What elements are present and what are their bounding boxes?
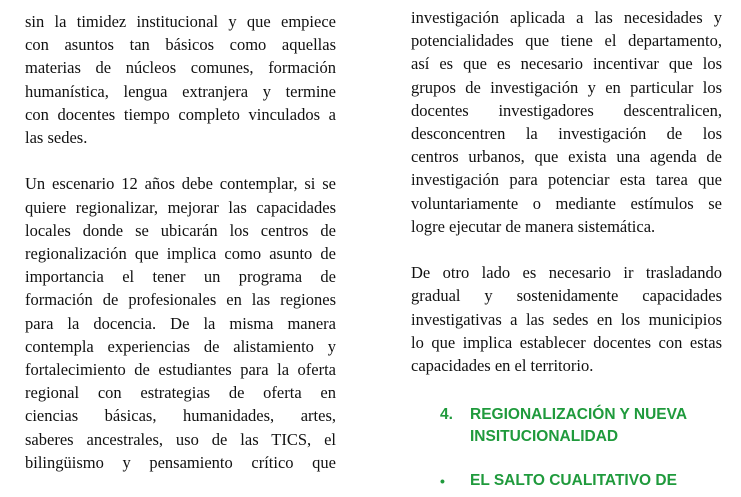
text-line: investigación aplicada a las necesidades y — [411, 8, 722, 27]
text-line: lo que implica establecer docentes con estas — [411, 332, 722, 352]
left-paragraph-2 — [25, 172, 336, 474]
text-line: regionalización que implica como asunto de — [25, 244, 336, 264]
text-line: investigación para potenciar esta tarea que — [411, 170, 722, 190]
right-paragraph-2 — [411, 261, 722, 377]
heading-title: EL SALTO CUALITATIVO DE — [470, 472, 677, 489]
text-line: materias de núcleos comunes, formación — [25, 58, 336, 78]
text-line: fortalecimiento de estudiantes para la oferta — [25, 360, 336, 380]
text-line: grupos de investigación y en particular los — [411, 77, 722, 97]
text-line: contempla experiencias de alistamiento y — [25, 336, 336, 356]
bullet-icon: • — [440, 473, 445, 489]
text-line: ciencias básicas, humanidades, artes, — [25, 406, 336, 426]
text-line: centros urbanos, que exista una agenda de — [411, 147, 722, 167]
text-line: Un escenario 12 años debe contemplar, si se — [25, 174, 336, 194]
text-line: sin la timidez institucional y que empiece — [25, 12, 336, 31]
left-column — [25, 10, 336, 497]
right-column — [411, 6, 722, 400]
text-line: voluntariamente o mediante estímulos se — [411, 193, 722, 213]
text-line: con docentes tiempo completo vinculados a — [25, 104, 336, 124]
heading-title: REGIONALIZACIÓN Y NUEVA INSITUCIONALIDAD — [470, 406, 687, 445]
text-line: así es que es necesario incentivar que los — [411, 54, 722, 74]
text-line: saberes ancestrales, uso de las TICS, el — [25, 429, 336, 449]
section-heading-4 — [440, 404, 740, 448]
text-line: humanística, lengua extranjera y termine — [25, 81, 336, 101]
text-line: importancia el tener un programa de — [25, 267, 336, 287]
text-line: quiere regionalizar, mejorar las capacidades — [25, 197, 336, 217]
text-line: potencialidades que tiene el departamento, — [411, 31, 722, 51]
text-line: para la docencia. De la misma manera — [25, 313, 336, 333]
text-line: formación de profesionales en las regiones — [25, 290, 336, 310]
text-line: con asuntos tan básicos como aquellas — [25, 35, 336, 55]
heading-number: 4. — [440, 406, 453, 423]
left-paragraph-1 — [25, 10, 336, 149]
text-line: las sedes. — [25, 128, 88, 148]
text-line: docentes investigadores descentralicen, — [411, 100, 722, 120]
text-line: De otro lado es necesario ir trasladando — [411, 263, 722, 283]
right-paragraph-1 — [411, 6, 722, 238]
text-line: capacidades en el territorio. — [411, 356, 594, 376]
text-line: locales donde se ubicarán los centros de — [25, 220, 336, 240]
text-line: bilingüismo y pensamiento crítico que — [25, 452, 336, 472]
text-line: desconcentren la investigación de los — [411, 124, 722, 144]
text-line: investigativas a las sedes en los municipios — [411, 309, 722, 329]
text-line: regional con estrategias de oferta en — [25, 383, 336, 403]
section-heading-5 — [440, 470, 740, 492]
text-line: gradual y sostenidamente capacidades — [411, 286, 722, 306]
text-line: logre ejecutar de manera sistemática. — [411, 216, 656, 236]
